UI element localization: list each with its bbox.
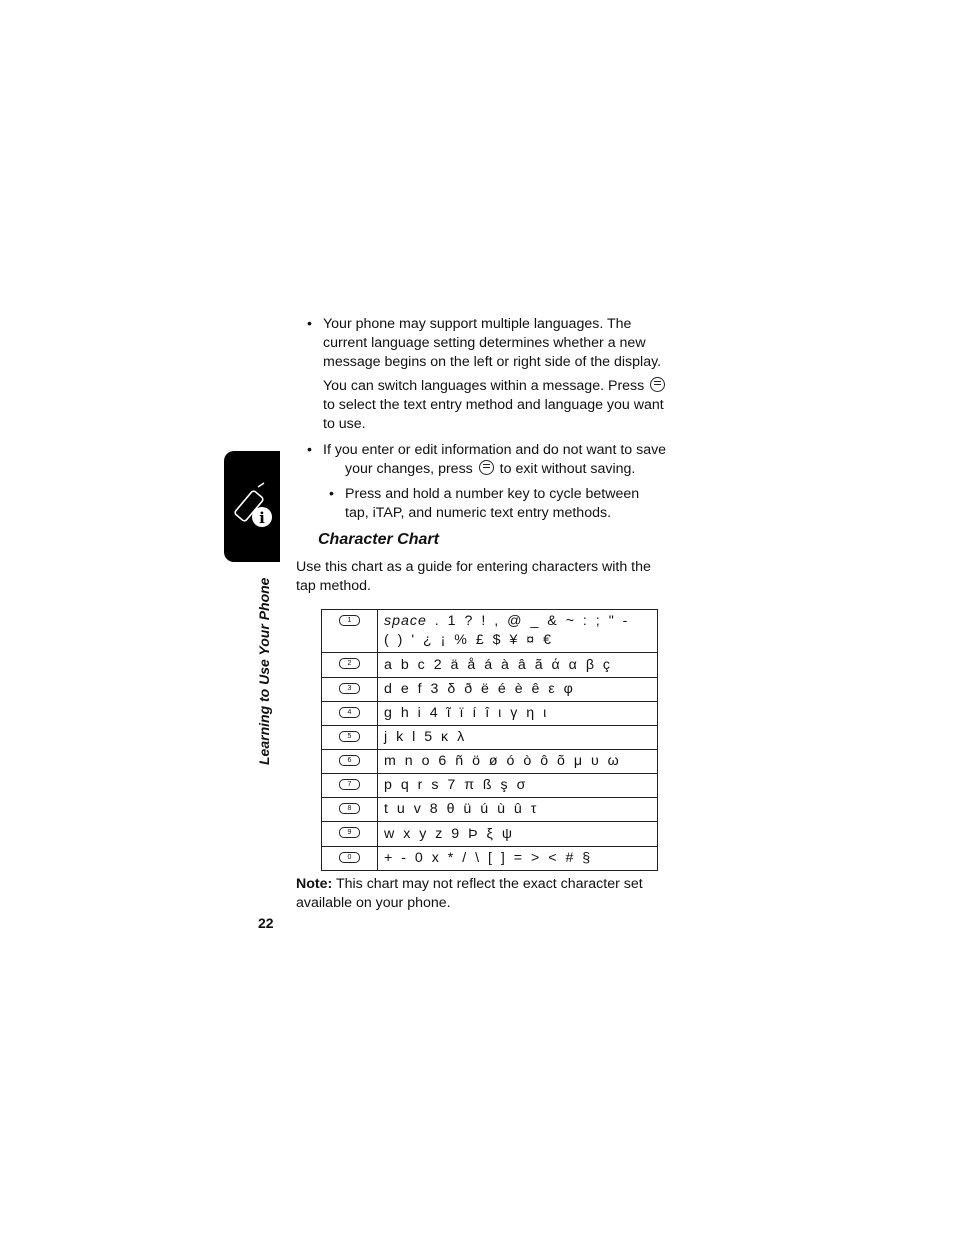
- keypad-key-icon: 4: [339, 707, 360, 718]
- characters-cell: space . 1 ? ! , @ _ & ~ : ; " - ( ) ' ¿ ¡ % £ $ ¥ ¤ €: [378, 610, 658, 653]
- key-cell: [322, 798, 378, 822]
- keypad-key-icon: 3: [339, 683, 360, 694]
- characters-cell: g h i 4 ĩ ï í î ι γ η ι: [378, 702, 658, 726]
- note: Note: This chart may not reflect the exact character set available on your phone.: [296, 876, 643, 911]
- key-cell: [322, 702, 378, 726]
- page-number: 22: [258, 915, 274, 931]
- character-chart: [321, 609, 658, 871]
- keypad-key-icon: 0: [339, 852, 360, 863]
- chart-row: [322, 750, 658, 774]
- chart-row: [322, 847, 658, 871]
- svg-text:i: i: [259, 509, 265, 527]
- menu-key-icon-2: [479, 460, 494, 475]
- menu-key-icon: [650, 377, 665, 392]
- language-switch-para: You can switch languages within a message. Press to select the text entry method and language you want to use.: [323, 378, 664, 432]
- key-cell: [322, 750, 378, 774]
- key-cell: [322, 822, 378, 847]
- key-cell: [322, 610, 378, 653]
- chart-row: [322, 774, 658, 798]
- key-cell: [322, 774, 378, 798]
- characters-cell: a b c 2 ä å á à â ã ά α β ç: [378, 653, 658, 678]
- keypad-key-icon: 7: [339, 779, 360, 790]
- chart-row: [322, 610, 658, 653]
- characters-cell: w x y z 9 Þ ξ ψ: [378, 822, 658, 847]
- section-heading: Character Chart: [318, 531, 439, 548]
- chart-row: [322, 678, 658, 702]
- characters-cell: p q r s 7 π ß ş σ: [378, 774, 658, 798]
- key-cell: [322, 726, 378, 750]
- characters-cell: j k l 5 κ λ: [378, 726, 658, 750]
- key-cell: [322, 847, 378, 871]
- characters-cell: d e f 3 δ ð ë é è ê ε φ: [378, 678, 658, 702]
- chart-row: [322, 798, 658, 822]
- chapter-tab: [224, 451, 280, 562]
- characters-cell: t u v 8 θ ü ú ù û τ: [378, 798, 658, 822]
- characters-cell: m n o 6 ñ ö ø ó ò ô õ μ υ ω: [378, 750, 658, 774]
- chart-row: [322, 726, 658, 750]
- keypad-key-icon: 1: [339, 615, 360, 626]
- key-cell: [322, 678, 378, 702]
- key-cell: [322, 653, 378, 678]
- chart-row: [322, 653, 658, 678]
- phone-info-icon: [232, 481, 278, 529]
- keypad-key-icon: 9: [339, 827, 360, 838]
- keypad-key-icon: 6: [339, 755, 360, 766]
- keypad-key-icon: 5: [339, 731, 360, 742]
- characters-cell: + - 0 x * / \ [ ] = > < # §: [378, 847, 658, 871]
- chart-row: [322, 822, 658, 847]
- intro-para: Use this chart as a guide for entering characters with the tap method.: [296, 559, 651, 594]
- chapter-label: Learning to Use Your Phone: [256, 577, 272, 765]
- keypad-key-icon: 8: [339, 803, 360, 814]
- keypad-key-icon: 2: [339, 658, 360, 669]
- chart-row: [322, 702, 658, 726]
